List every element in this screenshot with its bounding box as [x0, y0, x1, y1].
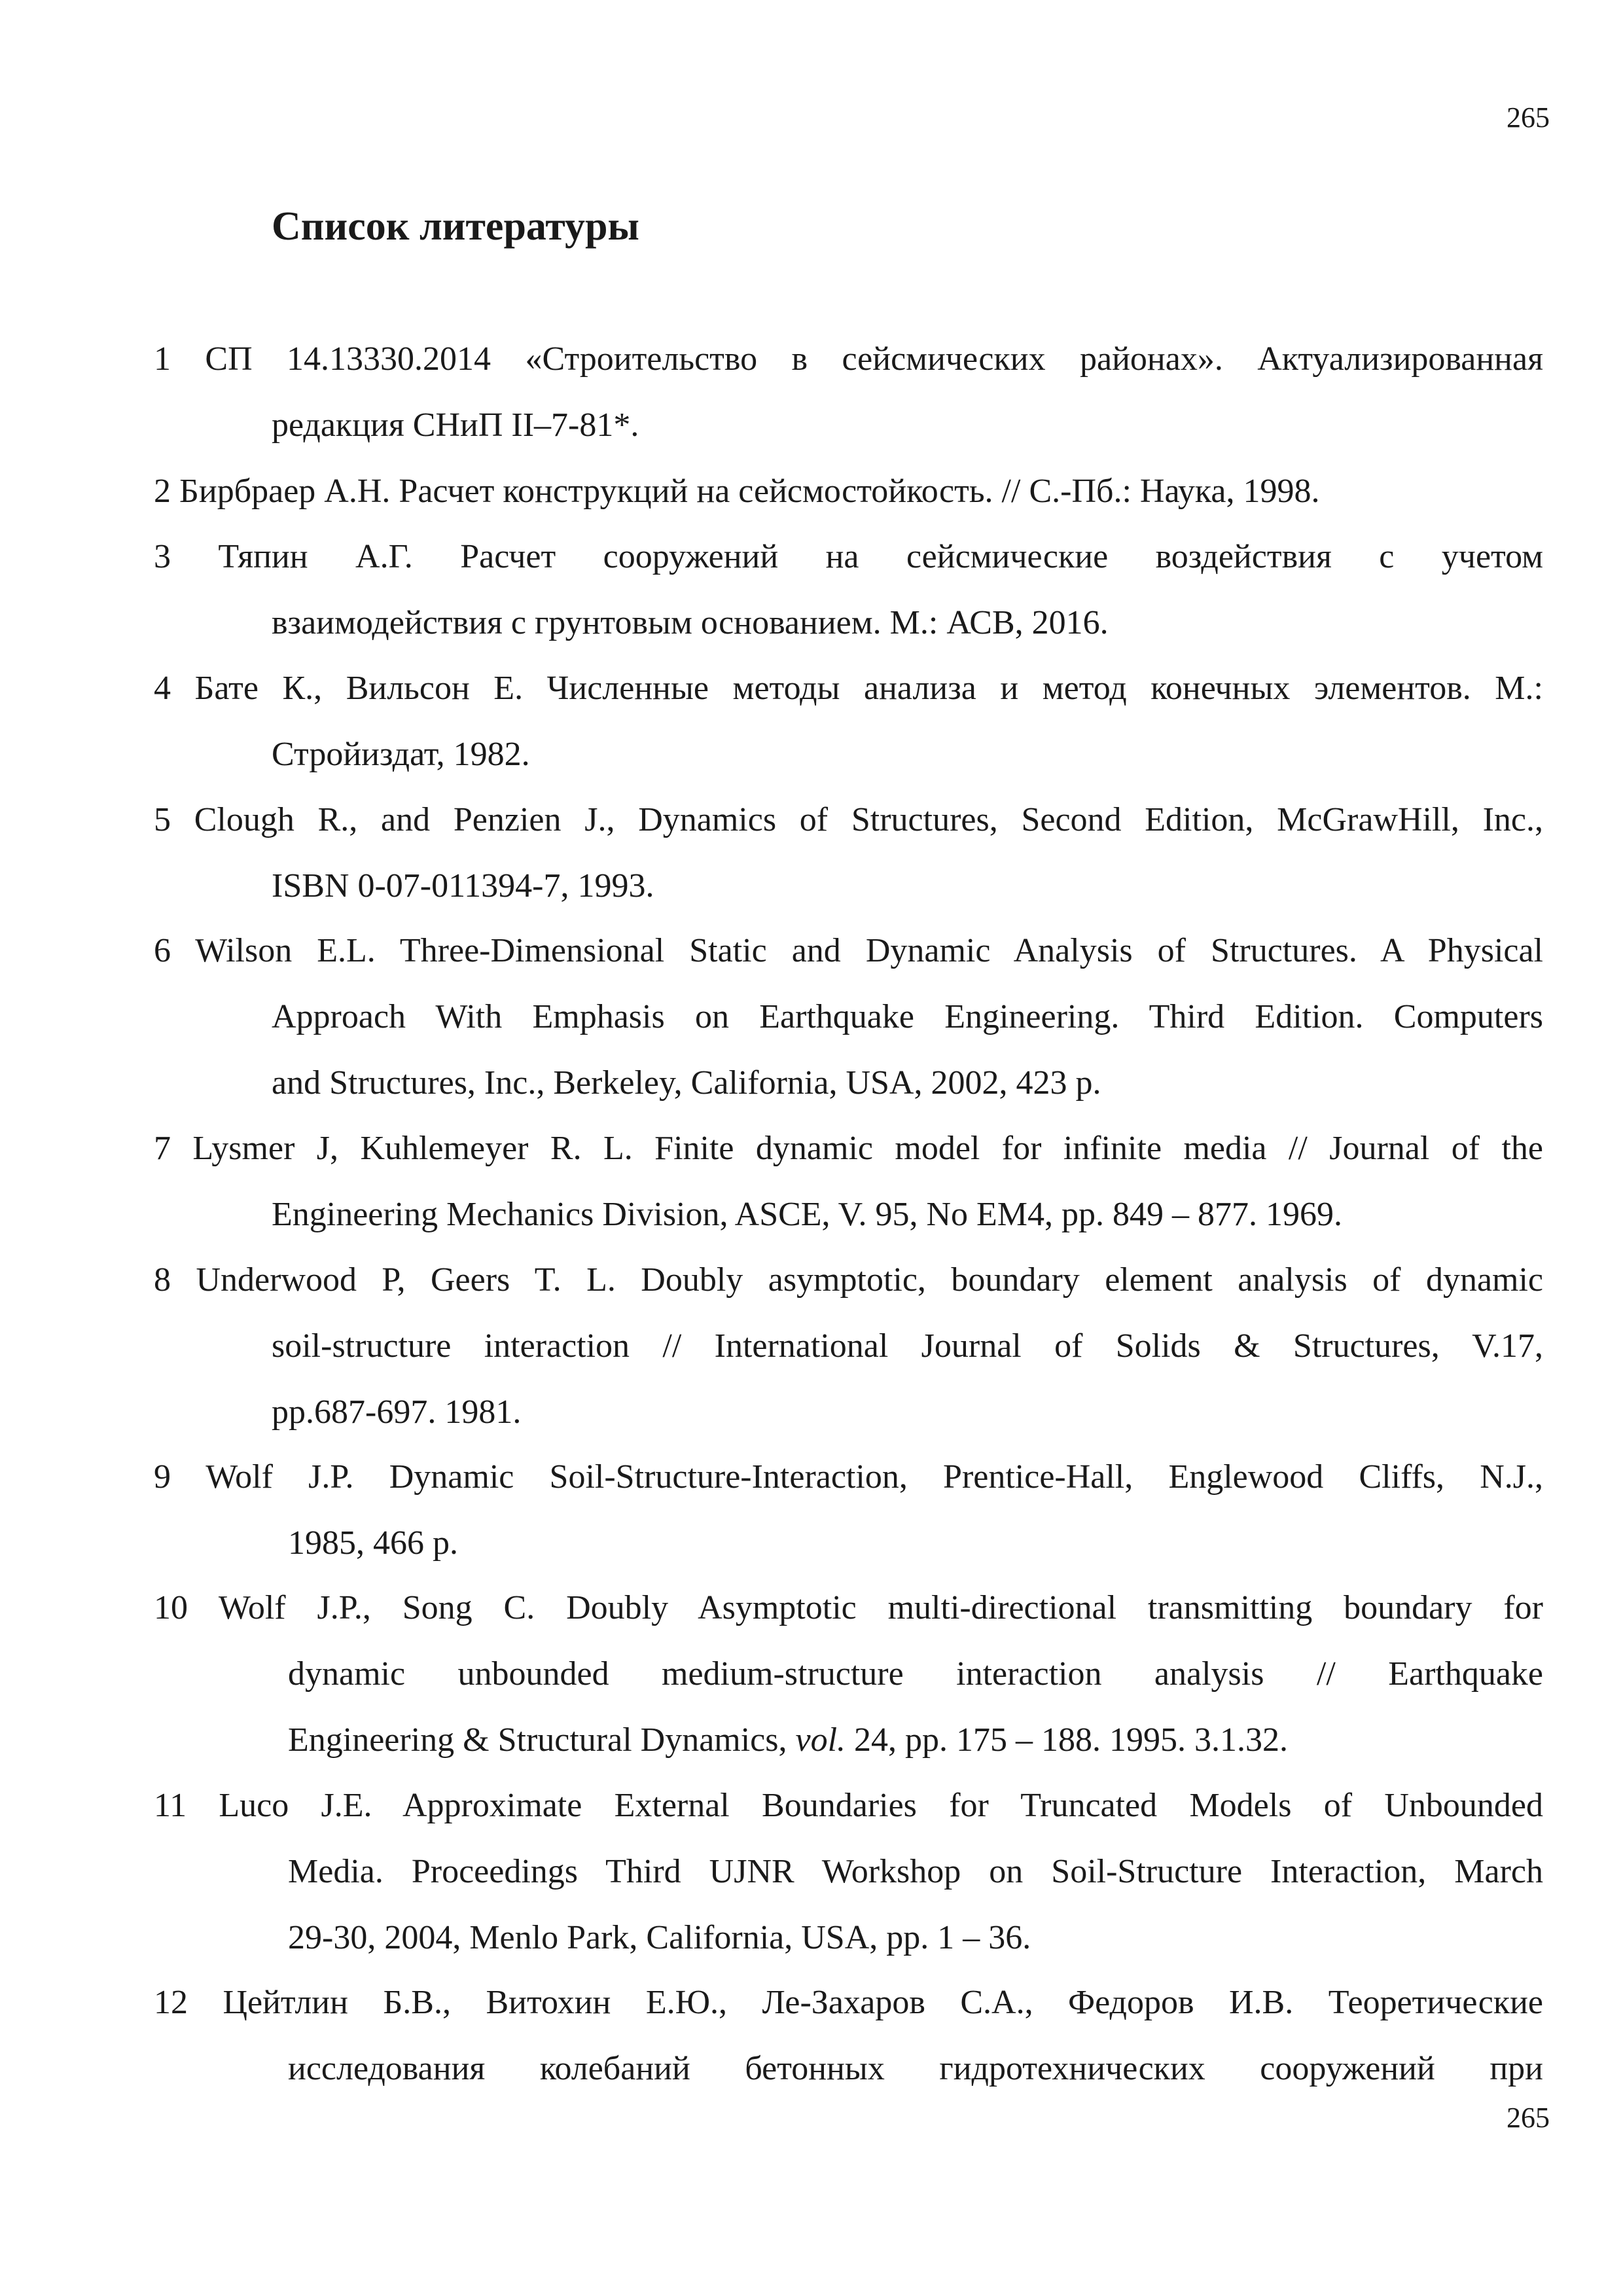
reference-item-2 — [154, 458, 1543, 524]
reference-line: 7 Lysmer J, Kuhlemeyer R. L. Finite dynamic model for infinite media // Journal of the — [154, 1130, 1543, 1167]
reference-line: Media. Proceedings Third UJNR Workshop on Soil-Structure Interaction, March — [288, 1853, 1543, 1890]
reference-line: pp.687-697. 1981. — [272, 1393, 522, 1431]
reference-line: Engineering & Structural Dynamics, vol. 24, pp. 175 – 188. 1995. 3.1.32. — [288, 1721, 1289, 1759]
reference-line: 4 Бате К., Вильсон Е. Численные методы анализа и метод конечных элементов. М.: — [154, 670, 1543, 707]
reference-line: взаимодействия с грунтовым основанием. М.: АСВ, 2016. — [272, 604, 1109, 641]
reference-item-6 — [154, 918, 1543, 1116]
reference-line: 12 Цейтлин Б.В., Витохин Е.Ю., Ле-Захаров С.А., Федоров И.В. Теоретические — [154, 1984, 1543, 2021]
reference-line: 2 Бирбраер А.Н. Расчет конструкций на сейсмостойкость. // С.-Пб.: Наука, 1998. — [154, 473, 1320, 510]
reference-line: dynamic unbounded medium-structure interaction analysis // Earthquake — [288, 1655, 1543, 1693]
reference-line: 3 Тяпин А.Г. Расчет сооружений на сейсмические воздействия с учетом — [154, 538, 1543, 575]
reference-line: редакция СНиП II–7-81*. — [272, 406, 639, 444]
reference-line: 6 Wilson E.L. Three-Dimensional Static and Dynamic Analysis of Structures. A Physical — [154, 932, 1543, 969]
reference-item-10 — [154, 1575, 1543, 1773]
reference-line: 11 Luco J.E. Approximate External Boundaries for Truncated Models of Unbounded — [154, 1787, 1543, 1824]
reference-line: 10 Wolf J.P., Song C. Doubly Asymptotic multi-directional transmitting boundary for — [154, 1589, 1543, 1626]
reference-item-11 — [154, 1772, 1543, 1971]
reference-line: 8 Underwood P, Geers T. L. Doubly asymptotic, boundary element analysis of dynamic — [154, 1261, 1543, 1299]
reference-line: ISBN 0-07-011394-7, 1993. — [272, 867, 654, 905]
reference-item-7 — [154, 1115, 1543, 1247]
reference-line: 29-30, 2004, Menlo Park, California, USA, pp. 1 – 36. — [288, 1919, 1031, 1956]
reference-line: Approach With Emphasis on Earthquake Engineering. Third Edition. Computers — [272, 998, 1543, 1035]
reference-line: Стройиздат, 1982. — [272, 736, 530, 773]
page-number-top: 265 — [1507, 101, 1550, 134]
reference-item-12 — [154, 1969, 1543, 2102]
reference-line: 1 СП 14.13330.2014 «Строительство в сейсмических районах». Актуализированная — [154, 340, 1543, 378]
reference-line: 9 Wolf J.P. Dynamic Soil-Structure-Interaction, Prentice-Hall, Englewood Cliffs, N.J., — [154, 1458, 1543, 1496]
reference-item-3 — [154, 524, 1543, 656]
reference-item-8 — [154, 1247, 1543, 1445]
reference-line: 1985, 466 p. — [288, 1524, 458, 1562]
reference-line: soil-structure interaction // International Journal of Solids & Structures, V.17, — [272, 1327, 1543, 1365]
reference-item-1 — [154, 326, 1543, 458]
reference-item-5 — [154, 787, 1543, 919]
reference-item-4 — [154, 655, 1543, 787]
reference-line: исследования колебаний бетонных гидротехнических сооружений при — [288, 2050, 1543, 2087]
reference-line: Engineering Mechanics Division, ASCE, V. 95, No EM4, pp. 849 – 877. 1969. — [272, 1196, 1343, 1233]
reference-line: 5 Clough R., and Penzien J., Dynamics of Structures, Second Edition, McGrawHill, Inc., — [154, 801, 1543, 838]
page-number-bottom: 265 — [1507, 2102, 1550, 2134]
reference-item-9 — [154, 1444, 1543, 1576]
page-title: Список литературы — [272, 204, 639, 249]
reference-line: and Structures, Inc., Berkeley, California, USA, 2002, 423 p. — [272, 1064, 1101, 1102]
